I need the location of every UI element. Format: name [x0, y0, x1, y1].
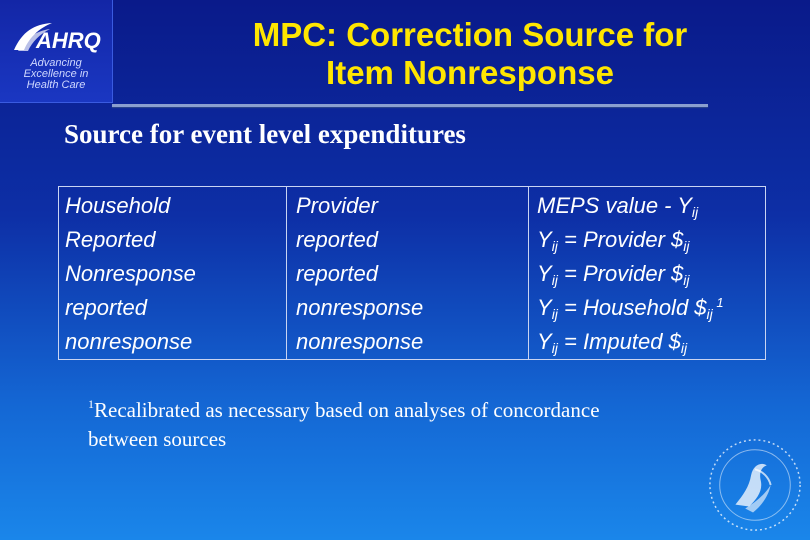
subscript: ij [551, 238, 558, 254]
table-cell: reported [296, 227, 378, 252]
slide-title-line: MPC: Correction Source for [252, 16, 688, 53]
logo-tagline-line: Advancing [30, 57, 82, 69]
table-cell: Reported [65, 227, 156, 252]
column-divider [528, 187, 529, 359]
table-cell [537, 257, 724, 291]
table-cell: nonresponse [296, 295, 424, 320]
hhs-eagle-seal-icon [706, 436, 804, 534]
table-cell: Provider [296, 193, 378, 218]
slide-title-line: Item Nonresponse [326, 54, 614, 91]
logo-tagline-line: Health Care [26, 79, 86, 91]
subscript: ij [683, 238, 690, 254]
footnote-line [88, 396, 728, 425]
footnote [88, 396, 728, 454]
meps-value-column [537, 189, 724, 359]
cell-text: = Imputed $ [557, 329, 681, 354]
logo-tagline [0, 58, 112, 91]
title-divider [112, 104, 708, 107]
footnote-text: Recalibrated as necessary based on analyses of concordance [94, 398, 600, 422]
subscript: ij [551, 306, 558, 322]
subscript: ij [706, 306, 713, 322]
table-cell [537, 223, 724, 257]
cell-text: Y [537, 295, 552, 320]
cell-text: Y [537, 329, 552, 354]
footnote-marker: 1 [712, 295, 724, 310]
expenditure-source-table [58, 186, 766, 360]
subscript: ij [551, 340, 558, 356]
table-cell: reported [65, 295, 147, 320]
cell-text: MEPS value - Y [537, 193, 692, 218]
cell-text: = Provider $ [557, 261, 684, 286]
table-cell: Nonresponse [65, 261, 196, 286]
subscript: ij [691, 204, 699, 220]
slide-title [150, 16, 790, 92]
table-cell [537, 291, 724, 325]
provider-column [296, 189, 423, 359]
footnote-marker: 1 [88, 397, 94, 411]
table-cell [537, 325, 724, 359]
household-column [65, 189, 196, 359]
ahrq-logo-icon [12, 20, 102, 54]
table-cell: reported [296, 261, 378, 286]
subscript: ij [683, 272, 690, 288]
logo-tagline-line: Excellence in [23, 68, 89, 80]
subscript: ij [551, 272, 558, 288]
column-divider [286, 187, 287, 359]
cell-text: Y [537, 261, 552, 286]
subscript: ij [680, 340, 688, 356]
table-cell: nonresponse [296, 329, 424, 354]
table-cell [537, 189, 724, 223]
table-cell: nonresponse [65, 329, 193, 354]
cell-text: Y [537, 227, 552, 252]
footnote-line: between sources [88, 427, 227, 451]
logo-wordmark: AHRQ [36, 28, 101, 53]
cell-text: = Provider $ [557, 227, 684, 252]
table-cell: Household [65, 193, 171, 218]
ahrq-logo [0, 0, 113, 103]
cell-text: = Household $ [557, 295, 707, 320]
slide-subtitle: Source for event level expenditures [64, 119, 466, 149]
